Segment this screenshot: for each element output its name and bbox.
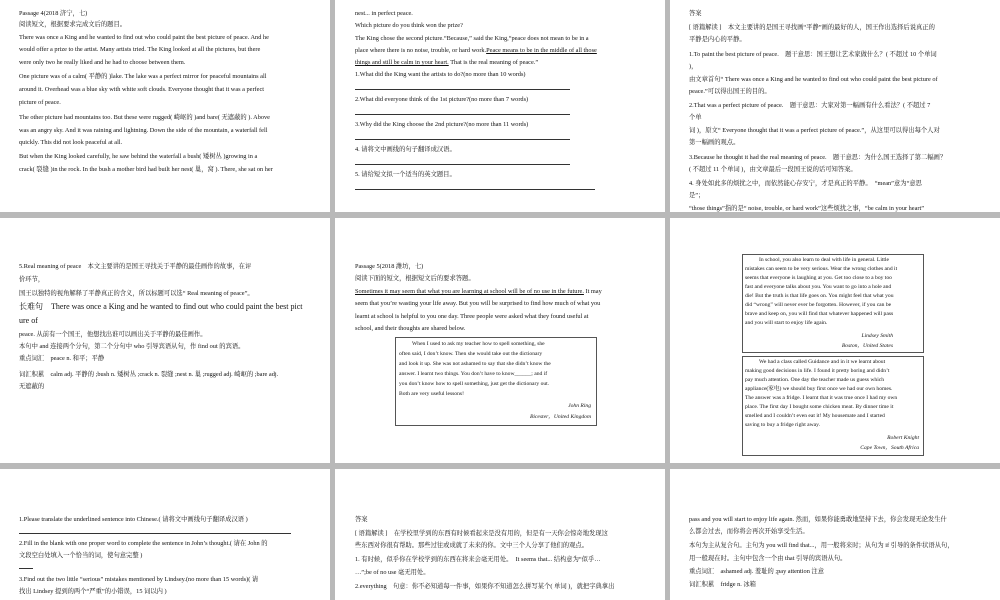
page-passage5-text [335, 218, 665, 463]
question-2: 2.Fill in the blank with one proper word to complete the sentence in John’s thought.( 请在 John 的 [19, 540, 268, 547]
text-line: crack( 裂缝 )in the rock. In the bush a mother bird had built her nest( 巢，窝 ). There, she sat on her [19, 166, 273, 173]
box-line: answer. I learnt two things. You don’t have to know______; and if [399, 371, 548, 377]
question-1: 1.What did the King want the artists to do?(no more than 10 words) [355, 71, 526, 78]
text-line: 1. 有时候，似乎你在学校学到的东西在将来会毫无用处。 It seems that... 结构意为“似乎… [355, 556, 601, 563]
page-passage4-text [0, 0, 330, 212]
text-line: 文段空白处填入一个恰当的词，使句意完整 ) [19, 552, 143, 559]
box-line: did “wrong” will never ever be forgotten. However, if you can be [745, 302, 892, 308]
box-line: Both are very useful lessons! [399, 391, 464, 397]
answer-line [355, 114, 570, 115]
text-line: 阅读下面的短文，根据短文后的要求答题。 [355, 275, 475, 282]
question-4: 4. 请将文中画线的句子翻译成汉语。 [355, 146, 456, 153]
text-line: 本句中 and 连接两个分句，第二个分句中 who 引导宾语从句，作 find out 的宾语。 [19, 343, 245, 350]
answer-line [355, 189, 595, 190]
text-line: Passage 5(2018 潍坊，七) [355, 263, 424, 270]
text-line: The King chose the second picture.“Because,” said the King,“peace does not mean to be in a [355, 35, 589, 42]
text-line: “those things”指的是“ noise, trouble, or hard work”这些烦扰之事，“be calm in your heart” [689, 205, 925, 212]
text-line: [ 语篇解读 ] 在学校里学到的东西有时候看起来是没有用的，但是有一天你会惊奇地发现这 [355, 530, 608, 537]
text-line: 3.Because he thought it had the real meaning of peace. 题干意思：为什么国王选择了第二幅画？ [689, 154, 947, 161]
box-line: often said, I don’t know. Then she would take out the dictionary [399, 351, 543, 357]
text-line: 词汇积累 calm adj. 平静的 ;bush n. 矮树丛 ;crack n. 裂缝 ;nest n. 巢 ;rugged adj. 崎岖的 ;bare adj. [19, 371, 279, 378]
text-line: 2.That was a perfect picture of peace. 题干意思：大家对第一幅画有什么看法？( 不超过 7 [689, 102, 931, 109]
text-line: 无遮蔽的 [19, 383, 45, 390]
text-line: 用一般现在时。主句中包含一个由 that 引导的宾语从句。 [689, 555, 847, 562]
page-passage5-boxes [670, 218, 1000, 463]
text-line: things and still be calm in your heart. That is the real meaning of peace.” [355, 59, 539, 66]
text-line: 国王以独特的视角解释了平静真正的含义，所以标题可以选“ Real meaning of peace”。 [19, 290, 254, 297]
lindsey-smith-box [742, 254, 924, 353]
text-line: 2.everything 句意：你不必知道每一件事，如果你不知道怎么拼写某个( 单词 )，就把字典拿出 [355, 583, 615, 590]
underlined-sentence: things and still be calm in your heart. [355, 59, 449, 66]
signature-name: Lindsey Smith [861, 333, 893, 339]
text-line: 长难句 There was once a King and he wanted to find out who could paint the best pict [19, 302, 303, 311]
box-line: and look it up. She was not ashamed to say that she didn’t know the [399, 361, 551, 367]
box-line: pay much attention. One day the teacher made us guess which [745, 377, 885, 383]
box-line: mistakes can seem to be very serious. Wear the wrong clothes and it [745, 266, 898, 272]
text-line: was an angry sky. And it was raining and lightning. Down the side of the mountain, a waterfall fell [19, 127, 268, 134]
box-line: seems that everyone is laughing at you. Get too close to a boy too [745, 275, 892, 281]
text-line: place where there is no noise, trouble, or hard work.Peace means to be in the middle of all those [355, 47, 597, 54]
text-line: Sometimes it may seem that what you are learning at school will be of no use in the future. It may [355, 288, 602, 295]
question-2: 2.What did everyone think of the 1st picture?(no more than 7 words) [355, 96, 529, 103]
text-line: 本句为主从复合句。主句为 you will find that...，用一般将来时；从句为 if 引导的条件状语从句， [689, 542, 954, 549]
box-line: you don’t know how to spell something, just get the dictionary out. [399, 381, 550, 387]
answer-heading: 答案 [689, 10, 702, 17]
page-passage5-answers [335, 469, 665, 600]
text-line: pass and you will start to enjoy life again. 然而，如果你能勇敢地坚持下去，你会发现无论发生什 [689, 516, 947, 523]
text-line: were only two he really liked and he had to choose between them. [19, 59, 186, 66]
text-line: 找出 Lindsey 提到的两个“严重”的小错误，15 词以内 ) [19, 588, 167, 595]
text-line: One picture was of a calm( 平静的 )lake. The lake was a perfect mirror for peaceful mountains all [19, 73, 267, 80]
page-passage4-questions [335, 0, 665, 212]
box-line: saving to buy a fridge right away. [745, 422, 820, 428]
text-line: 1.To paint the best picture of peace. 题干意思：国王想让艺术家做什么？( 不超过 10 个单词 [689, 51, 937, 58]
box-line: making good decisions in life. I found it pretty boring and didn’t [745, 368, 890, 374]
text-line: 4. 身处如此多的烦扰之中，而依然能心存安宁，才是真正的平静。 “mean”意为“意思 [689, 180, 922, 187]
text-line: 词 )，原文“ Everyone thought that it was a perfect picture of peace.”，从这里可以得出每个人对 [689, 127, 940, 134]
text-line: 重点词汇 ashamed adj. 羞耻的 ;pay attention 注意 [689, 568, 825, 575]
answer-heading: 答案 [355, 516, 368, 523]
box-line: place. The first day I bought some chicken meat. By dinner time it [745, 404, 894, 410]
text-line: 价环节， [19, 276, 45, 283]
text-line: ure of [19, 316, 38, 325]
text-line: peace.”可以得出国王的目的。 [689, 88, 771, 95]
box-line: brave and keep on, you will find that whatever happened will pass [745, 311, 894, 317]
answer-line [355, 89, 570, 90]
page-passage5-answers-cont [670, 469, 1000, 600]
box-line: When I used to ask my teacher how to spell something, she [412, 341, 545, 347]
text-line: [ 语篇解读 ] 本文主要讲的是国王寻找画“平静”画的最好的人，国王作出选择后说真正的 [689, 24, 935, 31]
signature-name: John Ring [568, 403, 591, 409]
text-line: 重点词汇 peace n. 和平；平静 [19, 355, 105, 362]
text-line: 么都会过去，而你将会再次开始享受生活。 [689, 528, 809, 535]
text-line: There was once a King and he wanted to find out who could paint the best picture of peace. And he [19, 34, 269, 41]
text-line: 个单 [689, 114, 702, 121]
page-passage4-answers-cont [0, 218, 330, 463]
signature-place: Bicester，United Kingdom [529, 414, 591, 420]
underlined-sentence: Sometimes it may seem that what you are learning at school will be of no use in the future. [355, 288, 584, 295]
text-line: …”;be of no use 毫无用处。 [355, 569, 430, 576]
text-line: school, and their thoughts are shared below. [355, 325, 466, 332]
text-line: 平静是内心的平静。 [689, 36, 746, 43]
box-line: The answer was a fridge. I learnt that it was true once I had my own [745, 395, 898, 401]
text-line: Which picture do you think won the prize? [355, 22, 463, 29]
question-3: 3.Why did the King choose the 2nd picture?(no more than 11 words) [355, 121, 529, 128]
text-line: 由文章首句“ There was once a King and he wanted to find out who could paint the best picture of [689, 76, 938, 83]
john-ring-box [395, 337, 597, 426]
signature-place: Boston，United States [841, 343, 893, 349]
answer-line [19, 533, 291, 534]
text-line: would offer a prize to the artist. Many artists tried. The King looked at all the pictures, but there [19, 46, 261, 53]
text-line: The other picture had mountains too. But these were rugged( 崎岖的 )and bare( 无遮蔽的 ). Above [19, 114, 270, 121]
question-1: 1.Please translate the underlined sentence into Chinese.( 请将文中画线句子翻译成汉语 ) [19, 516, 248, 523]
text-line: 词汇积累 fridge n. 冰箱 [689, 581, 756, 588]
underlined-sentence: Peace means to be in the middle of all those [486, 47, 597, 54]
answer-line [355, 139, 570, 140]
box-line: fast and everyone talks about you. You want to go into a hole and [745, 284, 892, 290]
text-line: 是”； [689, 192, 705, 199]
text-line: 第一幅画的观点。 [689, 139, 740, 146]
answer-line [355, 164, 570, 165]
box-line: We had a class called Guidance and in it we learnt about [759, 359, 886, 365]
box-line: smelled and I couldn’t even eat it! My housemate and I started [745, 413, 885, 419]
box-line: appliance(家电) we should buy first once we had our own homes. [745, 386, 893, 392]
text-line: But when the King looked carefully, he saw behind the waterfall a bush( 矮树丛 )growing in a [19, 153, 258, 160]
text-line: )， [689, 63, 698, 70]
text-line: 些东西对你很有帮助。那些过往或成就了未来的你。文中三个人分享了他们的观点。 [355, 542, 588, 549]
robert-knight-box [742, 356, 924, 456]
text-line: learnt at school is helpful to you one day. Three people were asked what they found useful at [355, 313, 589, 320]
text-line: seem that you’re wasting your life away. But you will be surprised to find how much of what you [355, 300, 601, 307]
answer-blank [19, 568, 33, 569]
box-line: In school, you also learn to deal with life in general. Little [759, 257, 890, 263]
question-3: 3.Find out the two little “serious” mistakes mentioned by Lindsey.(no more than 15 words)( 请 [19, 576, 259, 583]
text-line: ( 不超过 11 个单词 )，由文章最后一段国王说的话可知答案。 [689, 166, 857, 173]
page-passage4-answers [670, 0, 1000, 212]
question-5: 5. 请给短文拟一个适当的英文题目。 [355, 171, 456, 178]
text-line: peace. 从前有一个国王，他想找出谁可以画出关于平静的最佳画作。 [19, 331, 207, 338]
text-line: 5.Real meaning of peace 本文主要讲的是国王寻找关于平静的最佳画作的故事，在评 [19, 263, 252, 270]
text-line: quickly. This did not look peaceful at all. [19, 139, 123, 146]
text-line: Passage 4(2018 济宁，七) [19, 10, 88, 17]
signature-name: Robert Knight [887, 435, 919, 441]
box-line: and you will start to enjoy life again. [745, 320, 828, 326]
text-line: 阅读短文，根据要求完成文后的题目。 [19, 21, 127, 28]
page-passage5-questions [0, 469, 330, 600]
text-line: nest... in perfect peace. [355, 10, 413, 17]
signature-place: Cape Town，South Africa [860, 445, 919, 451]
text-line: around it. Overhead was a blue sky with white soft clouds. Everyone thought that it was a perfect [19, 86, 264, 93]
box-line: die! But the truth is that life goes on. You might feel that what you [745, 293, 894, 299]
text-line: picture of peace. [19, 99, 61, 106]
